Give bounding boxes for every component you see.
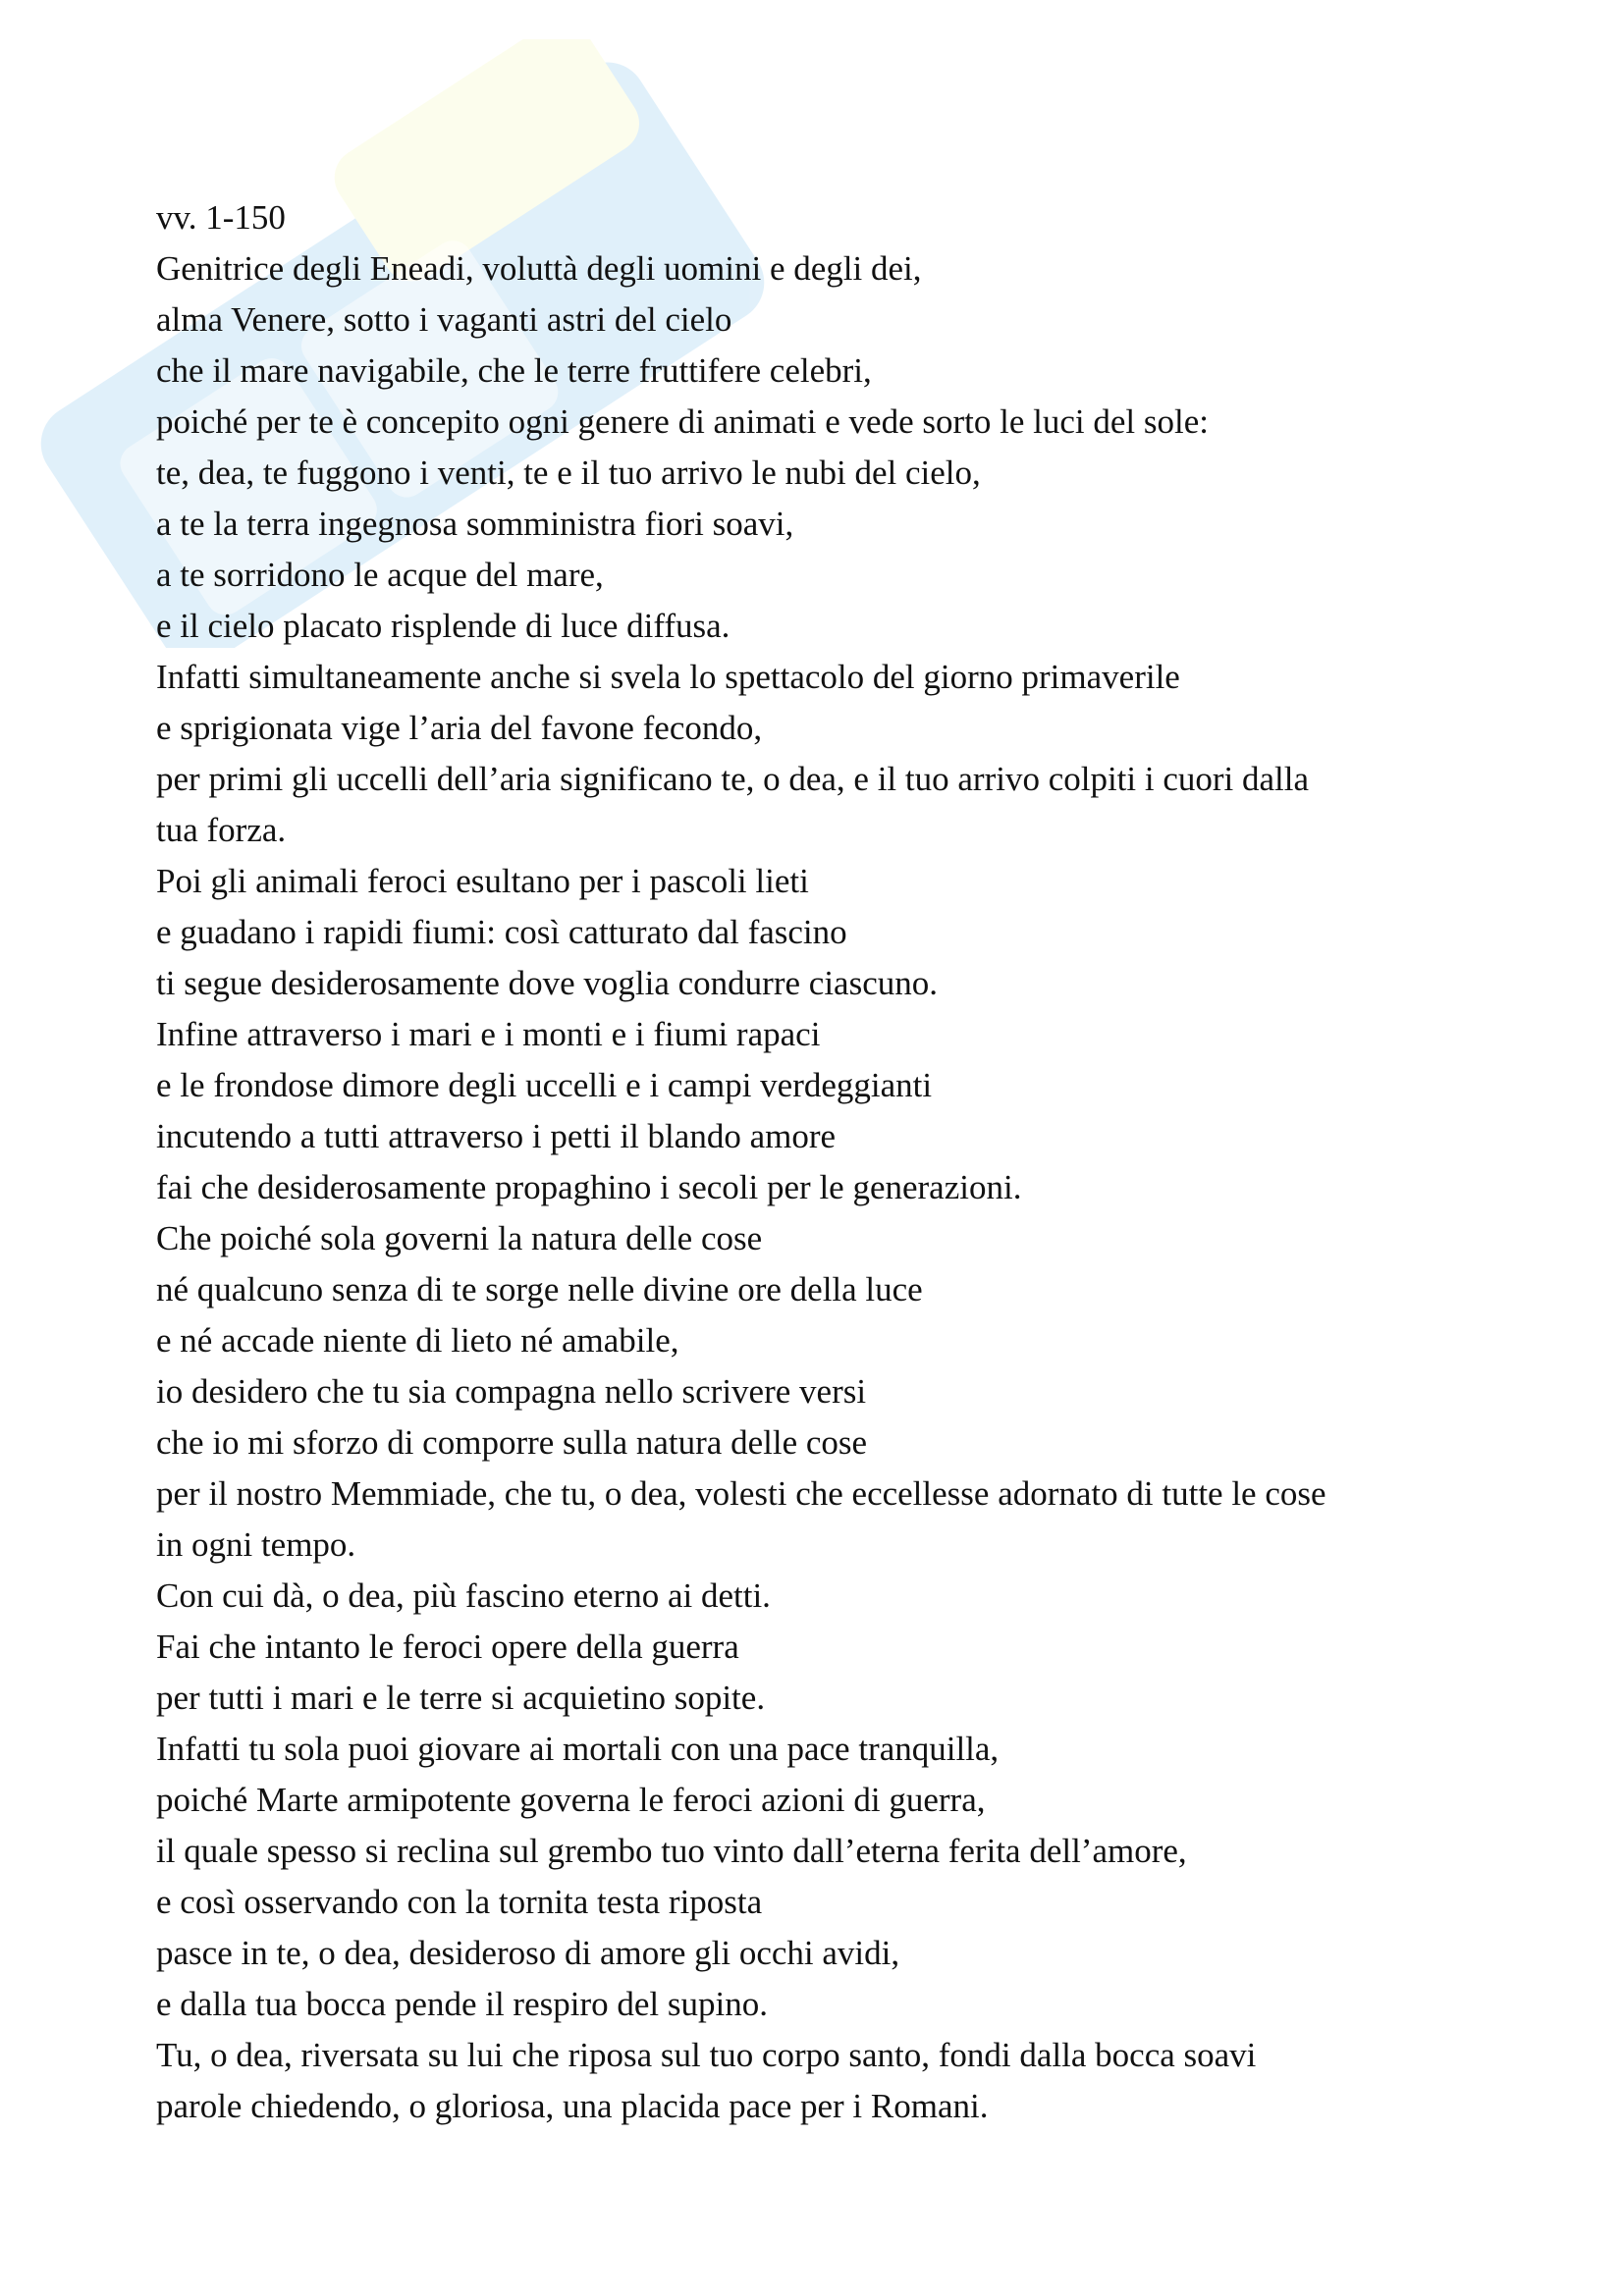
text-line: il quale spesso si reclina sul grembo tuo vinto dall’eterna ferita dell’amore, <box>156 1832 1187 1870</box>
text-line: per primi gli uccelli dell’aria significano te, o dea, e il tuo arrivo colpiti i cuori dalla <box>156 760 1310 798</box>
text-line: parole chiedendo, o gloriosa, una placida pace per i Romani. <box>156 2087 989 2125</box>
text-line: alma Venere, sotto i vaganti astri del cielo <box>156 300 732 339</box>
text-line: in ogni tempo. <box>156 1525 356 1564</box>
text-line: e sprigionata vige l’aria del favone fecondo, <box>156 709 763 747</box>
section-heading: vv. 1-150 <box>156 198 286 237</box>
text-line: Fai che intanto le feroci opere della guerra <box>156 1628 739 1666</box>
text-line: Poi gli animali feroci esultano per i pascoli lieti <box>156 862 809 900</box>
text-line: Tu, o dea, riversata su lui che riposa sul tuo corpo santo, fondi dalla bocca soavi <box>156 2036 1257 2074</box>
text-line: tua forza. <box>156 811 287 849</box>
text-line: che io mi sforzo di comporre sulla natura delle cose <box>156 1423 868 1462</box>
poem-translation <box>156 192 1531 2132</box>
text-line: incutendo a tutti attraverso i petti il blando amore <box>156 1117 837 1155</box>
text-line: Infatti simultaneamente anche si svela lo spettacolo del giorno primaverile <box>156 658 1180 696</box>
text-line: Infine attraverso i mari e i monti e i fiumi rapaci <box>156 1015 821 1053</box>
text-line: poiché per te è concepito ogni genere di animati e vede sorto le luci del sole: <box>156 402 1209 441</box>
text-line: io desidero che tu sia compagna nello scrivere versi <box>156 1372 867 1411</box>
text-line: pasce in te, o dea, desideroso di amore gli occhi avidi, <box>156 1934 900 1972</box>
text-line: e guadano i rapidi fiumi: così catturato dal fascino <box>156 913 847 951</box>
text-line: e né accade niente di lieto né amabile, <box>156 1321 679 1360</box>
text-line: Con cui dà, o dea, più fascino eterno ai detti. <box>156 1576 771 1615</box>
text-line: che il mare navigabile, che le terre fruttifere celebri, <box>156 351 872 390</box>
text-line: per tutti i mari e le terre si acquietino sopite. <box>156 1679 766 1717</box>
text-line: ti segue desiderosamente dove voglia condurre ciascuno. <box>156 964 938 1002</box>
text-line: e il cielo placato risplende di luce diffusa. <box>156 607 730 645</box>
text-line: per il nostro Memmiade, che tu, o dea, volesti che eccellesse adornato di tutte le cose <box>156 1474 1326 1513</box>
text-line: Genitrice degli Eneadi, voluttà degli uomini e degli dei, <box>156 249 922 288</box>
text-line: fai che desiderosamente propaghino i secoli per le generazioni. <box>156 1168 1022 1206</box>
text-line: a te sorridono le acque del mare, <box>156 556 604 594</box>
text-line: te, dea, te fuggono i venti, te e il tuo arrivo le nubi del cielo, <box>156 454 981 492</box>
text-line: a te la terra ingegnosa somministra fiori soavi, <box>156 505 794 543</box>
text-line: poiché Marte armipotente governa le feroci azioni di guerra, <box>156 1781 986 1819</box>
text-line: Infatti tu sola puoi giovare ai mortali con una pace tranquilla, <box>156 1730 1000 1768</box>
text-line: Che poiché sola governi la natura delle cose <box>156 1219 763 1257</box>
text-line: e dalla tua bocca pende il respiro del supino. <box>156 1985 768 2023</box>
text-line: e così osservando con la tornita testa riposta <box>156 1883 763 1921</box>
text-line: e le frondose dimore degli uccelli e i campi verdeggianti <box>156 1066 933 1104</box>
text-line: né qualcuno senza di te sorge nelle divine ore della luce <box>156 1270 923 1308</box>
